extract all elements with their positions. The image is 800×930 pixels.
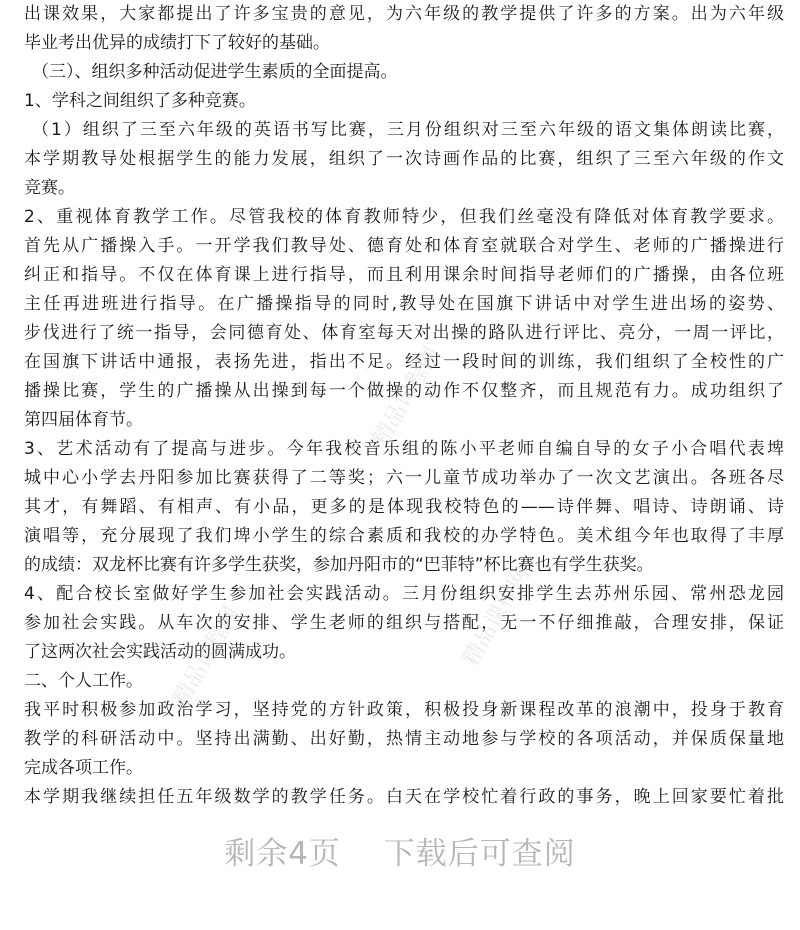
- download-prompt: [0, 832, 800, 876]
- text-line: 本学期教导处根据学生的能力发展，组织了一次诗画作品的比赛，组织了三至六年级的作文: [24, 149, 784, 169]
- text-line: 毕业考出优异的成绩打下了较好的基础。: [24, 33, 330, 53]
- subsection-heading: 3、艺术活动有了提高与进步。今年我校音乐组的陈小平老师自编自导的女子小合唱代表埤: [24, 439, 784, 459]
- text-line: 本学期我继续担任五年级数学的教学任务。白天在学校忙着行政的事务，晚上回家要忙着批: [24, 787, 784, 807]
- text-line: 完成各项工作。: [24, 758, 143, 778]
- download-hint-label: 下载后可查阅: [383, 836, 576, 872]
- remaining-pages-label: 剩余4页: [224, 836, 341, 872]
- text-line: 在国旗下讲话中通报，表扬先进，指出不足。经过一段时间的训练，我们组织了全校性的广: [24, 352, 784, 372]
- subsection-heading: 1、学科之间组织了多种竞赛。: [24, 91, 256, 111]
- text-line: 的成绩：双龙杯比赛有许多学生获奖，参加丹阳市的“巴菲特”杯比赛也有学生获奖。: [24, 555, 654, 575]
- text-line: 第四届体育节。: [24, 410, 143, 430]
- text-line: 纠正和指导。不仅在体育课上进行指导，而且利用课余时间指导老师们的广播操，由各位班: [24, 265, 784, 285]
- subsection-heading: 2、重视体育教学工作。尽管我校的体育教师特少，但我们丝毫没有降低对体育教学要求。: [24, 207, 784, 227]
- text-line: 了这两次社会实践活动的圆满成功。: [24, 642, 296, 662]
- subsection-heading: 4、配合校长室做好学生参加社会实践活动。三月份组织安排学生去苏州乐园、常州恐龙园: [24, 584, 784, 604]
- text-line: 主任再进班进行指导。在广播操指导的同时,教导处在国旗下讲话中对学生进出场的姿势、: [24, 294, 784, 314]
- text-line: 教学的科研活动中。坚持出满勤、出好勤，热情主动地参与学校的各项活动，并保质保量地: [24, 729, 784, 749]
- text-line: 我平时积极参加政治学习，坚持党的方针政策，积极投身新课程改革的浪潮中，投身于教育: [24, 700, 784, 720]
- watermark: 精品课程网: [458, 562, 536, 671]
- text-line: 播操比赛，学生的广播操从出操到每一个做操的动作不仅整齐，而且规范有力。成功组织了: [24, 381, 784, 401]
- text-line: 首先从广播操入手。一开学我们教导处、德育处和体育室就联合对学生、老师的广播操进行: [24, 236, 784, 256]
- text-line: （1）组织了三至六年级的英语书写比赛，三月份组织对三至六年级的语文集体朗读比赛，: [32, 120, 784, 140]
- section-heading: 二、个人工作。: [24, 671, 143, 691]
- watermark: 精品课程网: [368, 342, 446, 451]
- text-line: 其才，有舞蹈、有相声、有小品，更多的是体现我校特色的——诗伴舞、唱诗、诗朗诵、诗: [24, 497, 784, 517]
- watermark: 精品课程网: [168, 602, 246, 711]
- text-line: 城中心小学去丹阳参加比赛获得了二等奖；六一儿童节成功举办了一次文艺演出。各班各尽: [24, 468, 784, 488]
- text-line: 步伐进行了统一指导，会同德育处、体育室每天对出操的路队进行评比、亮分，一周一评比，: [24, 323, 784, 343]
- text-line: 演唱等，充分展现了我们埤小学生的综合素质和我校的办学特色。美术组今年也取得了丰厚: [24, 526, 784, 546]
- text-line: 竞赛。: [24, 178, 75, 198]
- section-heading: （三）、组织多种活动促进学生素质的全面提高。: [32, 62, 398, 82]
- text-line: 参加社会实践。从车次的安排、学生老师的组织与搭配，无一不仔细推敲，合理安排，保证: [24, 613, 784, 633]
- text-line: 出课效果，大家都提出了许多宝贵的意见，为六年级的教学提供了许多的方案。出为六年级: [24, 4, 784, 24]
